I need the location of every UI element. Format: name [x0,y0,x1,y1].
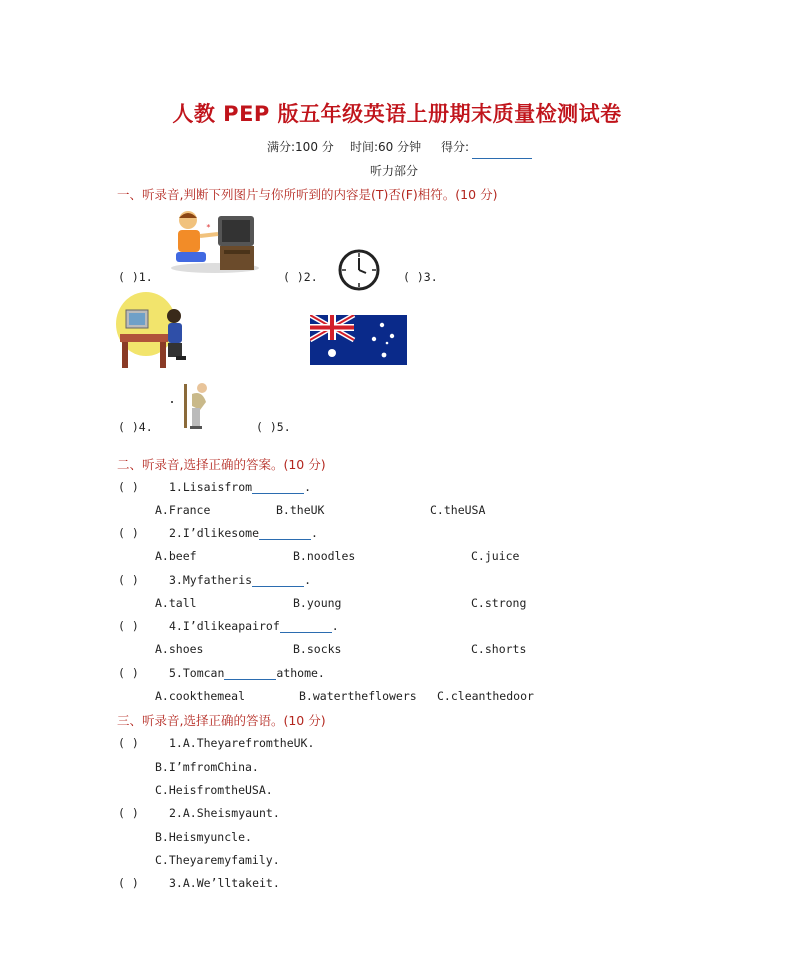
s2-q3-stem-after: . [304,573,312,587]
page-title: 人教 PEP 版五年级英语上册期末质量检测试卷 [172,102,622,126]
s2-q4-stem-before: 4.I’dlikeapairof [169,619,280,633]
listening-label: 听力部分 [370,164,419,178]
s2-q1-option-b: B.theUK [276,503,325,517]
s2-q2-paren[interactable]: ( ) [118,526,139,540]
s2-q3-option-c: C.strong [471,596,527,610]
s2-q1-stem-before: 1.Lisaisfrom [169,480,253,494]
s3-q3-option-a: 3.A.We’lltakeit. [169,876,280,890]
s2-q2-option-c: C.juice [471,549,520,563]
section3-heading: 三、听录音,选择正确的答语。(10 分) [117,713,326,728]
s3-q1-option-b: B.I’mfromChina. [155,760,259,774]
person-bending-picture [166,380,216,432]
s1-item4: ( )4. [118,420,153,434]
s2-q5-paren[interactable]: ( ) [118,666,139,680]
s3-q3-paren[interactable]: ( ) [118,876,139,890]
boy-computer-picture [168,208,262,274]
s2-q1-paren[interactable]: ( ) [118,480,139,494]
s2-q3-stem [169,573,311,587]
s3-q1-option-c: C.HeisfromtheUSA. [155,783,273,797]
s3-q1-option-a: 1.A.TheyarefromtheUK. [169,736,315,750]
s2-q5-blank[interactable] [224,667,276,680]
s2-q4-blank[interactable] [280,620,332,633]
score-blank[interactable] [472,140,532,159]
australia-flag-picture [310,315,407,365]
s2-q4-stem [169,619,339,633]
s2-q4-option-c: C.shorts [471,642,527,656]
s2-q1-option-a: A.France [155,503,211,517]
person-desk-picture [116,290,190,370]
s1-item3: ( )3. [403,270,438,284]
clock-icon [336,249,382,291]
section1-heading: 一、听录音,判断下列图片与你所听到的内容是(T)否(F)相符。(10 分) [117,187,498,202]
score-label: 得分: [441,140,470,154]
s2-q3-option-a: A.tall [155,596,197,610]
s2-q3-stem-before: 3.Myfatheris [169,573,253,587]
s2-q5-stem-after: athome. [276,666,325,680]
s2-q5-option-c: C.cleanthedoor [437,689,534,703]
s3-q2-option-b: B.Heismyuncle. [155,830,252,844]
s3-q1-paren[interactable]: ( ) [118,736,139,750]
s1-item1: ( )1. [118,270,153,284]
s2-q3-option-b: B.young [293,596,342,610]
s3-q2-paren[interactable]: ( ) [118,806,139,820]
s2-q1-stem [169,480,311,494]
s3-q2-option-a: 2.A.Sheismyaunt. [169,806,280,820]
s2-q1-option-c: C.theUSA [430,503,486,517]
s2-q1-stem-after: . [304,480,312,494]
s2-q4-option-a: A.shoes [155,642,204,656]
section2-heading: 二、听录音,选择正确的答案。(10 分) [117,457,326,472]
s2-q2-blank[interactable] [259,527,311,540]
full-score: 满分:100 分 [267,140,334,154]
s2-q2-stem-after: . [311,526,318,540]
s2-q4-stem-after: . [331,619,339,633]
s2-q5-option-a: A.cookthemeal [155,689,246,703]
s2-q3-blank[interactable] [252,574,304,587]
s2-q4-option-b: B.socks [293,642,342,656]
s2-q2-stem-before: 2.I’dlikesome [169,526,260,540]
s2-q5-stem-before: 5.Tomcan [169,666,225,680]
svg-text:*: * [206,223,211,232]
s2-q4-paren[interactable]: ( ) [118,619,139,633]
s2-q3-paren[interactable]: ( ) [118,573,139,587]
s2-q2-option-b: B.noodles [293,549,356,563]
s2-q2-stem [169,526,318,540]
s1-item5: ( )5. [256,420,291,434]
s3-q2-option-c: C.Theyaremyfamily. [155,853,280,867]
s2-q1-blank[interactable] [252,481,304,494]
time-limit: 时间:60 分钟 [350,140,422,154]
s2-q5-option-b: B.watertheflowers [299,689,417,703]
s2-q5-stem [169,666,325,680]
s1-item2: ( )2. [283,270,318,284]
s2-q2-option-a: A.beef [155,549,197,563]
